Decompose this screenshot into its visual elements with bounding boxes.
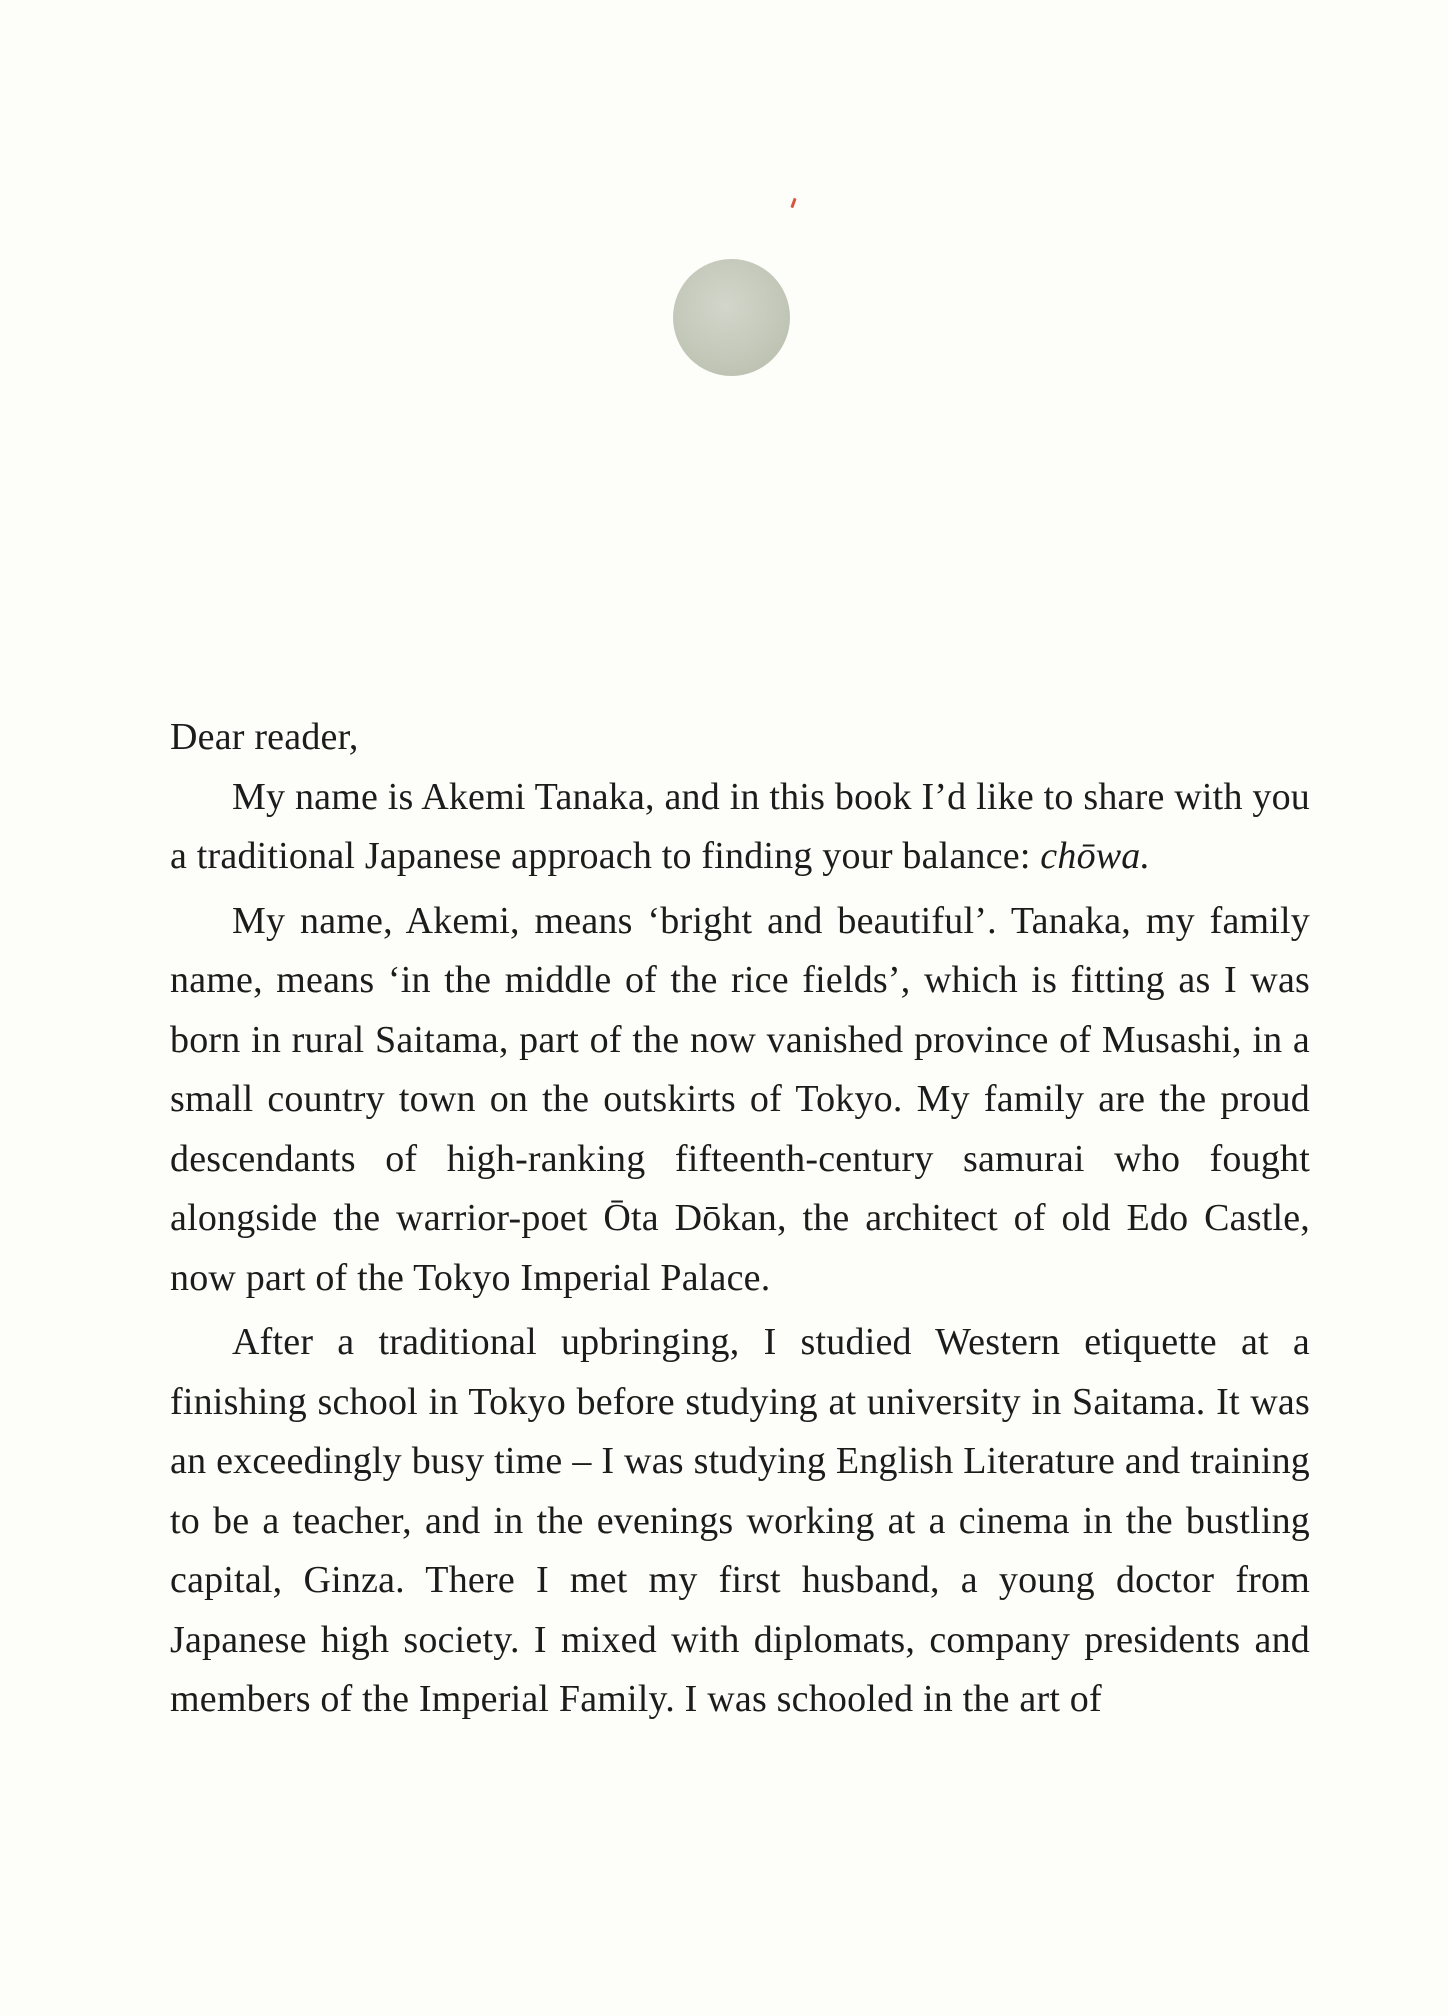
paragraph-1	[170, 768, 1310, 887]
paragraph-3: After a traditional upbringing, I studied Western etiquette at a finishing school in Tokyo before studying at university in Saitama. It was an exceedingly busy time – I was studying English Literature and training to be a teacher, and in the evenings working at a cinema in the bustling capital, Ginza. There I met my first husband, a young doctor from Japanese high society. I mixed with diplomats, company presidents and members of the Imperial Family. I was schooled in the art of	[170, 1321, 1310, 1720]
paragraph-1-end: .	[1140, 835, 1151, 877]
red-brush-mark	[790, 198, 796, 208]
paragraph-1-text: My name is Akemi Tanaka, and in this book I’d like to share with you a traditional Japanese approach to finding your balance:	[170, 775, 1310, 877]
paragraph-2: My name, Akemi, means ‘bright and beautiful’. Tanaka, my family name, means ‘in the middle of the rice fields’, which is fitting as I was born in rural Saitama, part of the now vanished province of Musashi, in a small country town on the outskirts of Tokyo. My family are the proud descendants of high-ranking fifteenth-century samurai who fought alongside the warrior-poet Ōta Dōkan, the architect of old Edo Castle, now part of the Tokyo Imperial Palace.	[170, 899, 1310, 1299]
letter-body	[170, 708, 1310, 1730]
chowa-term: chōwa	[1040, 835, 1141, 877]
salutation: Dear reader,	[170, 716, 359, 758]
grey-circle-ornament	[673, 259, 790, 376]
